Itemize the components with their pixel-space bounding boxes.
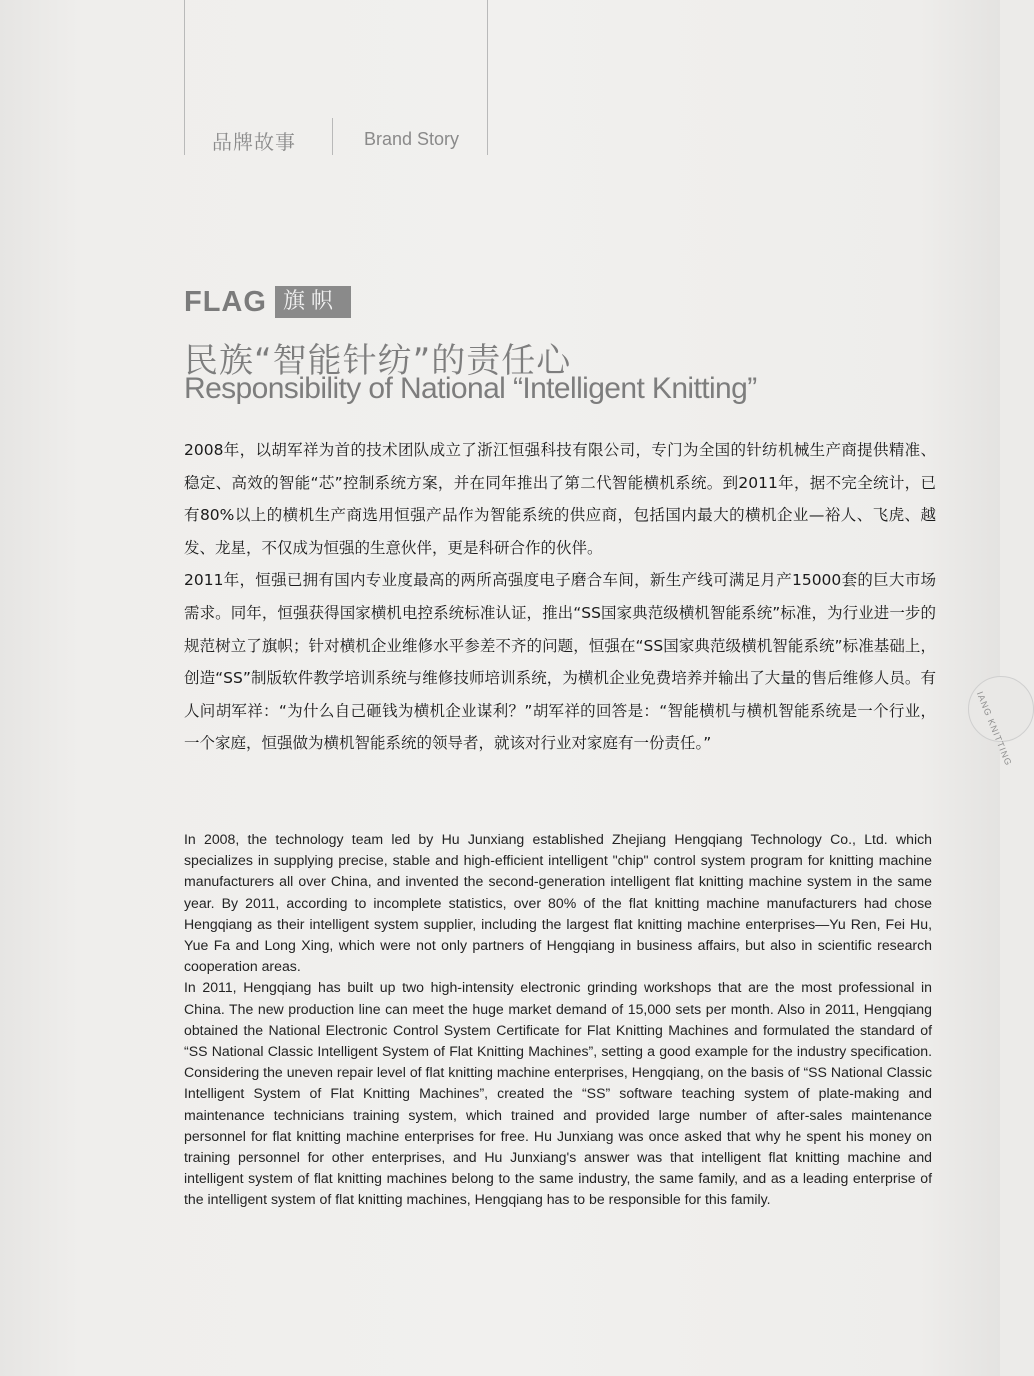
body-paragraph-en-2: In 2011, Hengqiang has built up two high-intensity electronic grinding workshops that are the most professional in China. The new production line can meet the huge market demand of 15,000 sets per month. Also in 2011, Hengqiang obtained the National Electronic Control System Certificate for Flat Knitting Machines and formulated the standard of “SS National Classic Intelligent System of Flat Knitting Machines”, setting a good example for the industry specification. Considering the uneven repair level of flat knitting machine enterprises, Hengqiang, on the basis of “SS National Classic Intelligent System of Flat Knitting Machines”, created the “SS” software teaching system of plate-making and maintenance technicians training system, which trained and provided large number of after-sales maintenance personnel for flat knitting machine enterprises for free. Hu Junxiang was once asked that why he spent his money on training personnel for other enterprises, and Hu Junxiang's answer was that intelligent flat knitting machine and intelligent system of flat knitting machines belong to the same industry, the same family, and as a leading enterprise of the intelligent system of flat knitting machines, Hengqiang has to be responsible for this family. <box>184 979 932 1208</box>
section-label-cn: 品牌故事 <box>212 130 296 154</box>
side-logo-text: IANG KNITTING <box>974 690 1014 768</box>
section-label-en: Brand Story <box>364 129 460 149</box>
article-body-en <box>184 829 932 1211</box>
article-title-cn: 民族“智能针纺”的责任心 <box>184 341 572 381</box>
body-paragraph-cn-2: 2011年，恒强已拥有国内专业度最高的两所高强度电子磨合车间，新生产线可满足月产15000套的巨大市场需求。同年，恒强获得国家横机电控系统标准认证，推出“SS国家典范级横机智能系统”标准，为行业进一步的规范树立了旗帜；针对横机企业维修水平参差不齐的问题，恒强在“SS国家典范级横机智能系统”标准基础上，创造“SS”制版软件教学培训系统与维修技师培训系统，为横机企业免费培养并输出了大量的售后维修人员。有人问胡军祥：“为什么自己砸钱为横机企业谋利？”胡军祥的回答是：“智能横机与横机智能系统是一个行业，一个家庭，恒强做为横机智能系统的领导者，就该对行业对家庭有一份责任。” <box>184 571 936 753</box>
header-divider-left <box>184 0 185 155</box>
article-title-en: Responsibility of National “Intelligent Knitting” <box>184 372 757 405</box>
article-body-cn <box>184 434 936 760</box>
flag-label-en: FLAG <box>184 285 267 318</box>
flag-label-cn: 旗帜 <box>275 286 351 318</box>
body-paragraph-cn-1: 2008年，以胡军祥为首的技术团队成立了浙江恒强科技有限公司，专门为全国的针纺机械生产商提供精准、稳定、高效的智能“芯”控制系统方案，并在同年推出了第二代智能横机系统。到2011年，据不完全统计，已有80%以上的横机生产商选用恒强产品作为智能系统的供应商，包括国内最大的横机企业—裕人、飞虎、越发、龙星，不仅成为恒强的生意伙伴，更是科研合作的伙伴。 <box>184 441 936 557</box>
header-divider-middle <box>332 118 333 155</box>
body-paragraph-en-1: In 2008, the technology team led by Hu Junxiang established Zhejiang Hengqiang Technology Co., Ltd. which specializes in supplying precise, stable and high-efficient intelligent "chip" control system program for knitting machine manufacturers all over China, and invented the second-generation intelligent flat knitting machine system in the same year. By 2011, according to incomplete statistics, over 80% of the flat knitting machine manufacturers had chose Hengqiang as their intelligent system supplier, including the largest flat knitting machine enterprises—Yu Ren, Fei Hu, Yue Fa and Long Xing, which were not only partners of Hengqiang in business affairs, but also in scientific research cooperation areas. <box>184 831 932 975</box>
flag-heading <box>184 286 351 318</box>
header-divider-right <box>487 0 488 155</box>
